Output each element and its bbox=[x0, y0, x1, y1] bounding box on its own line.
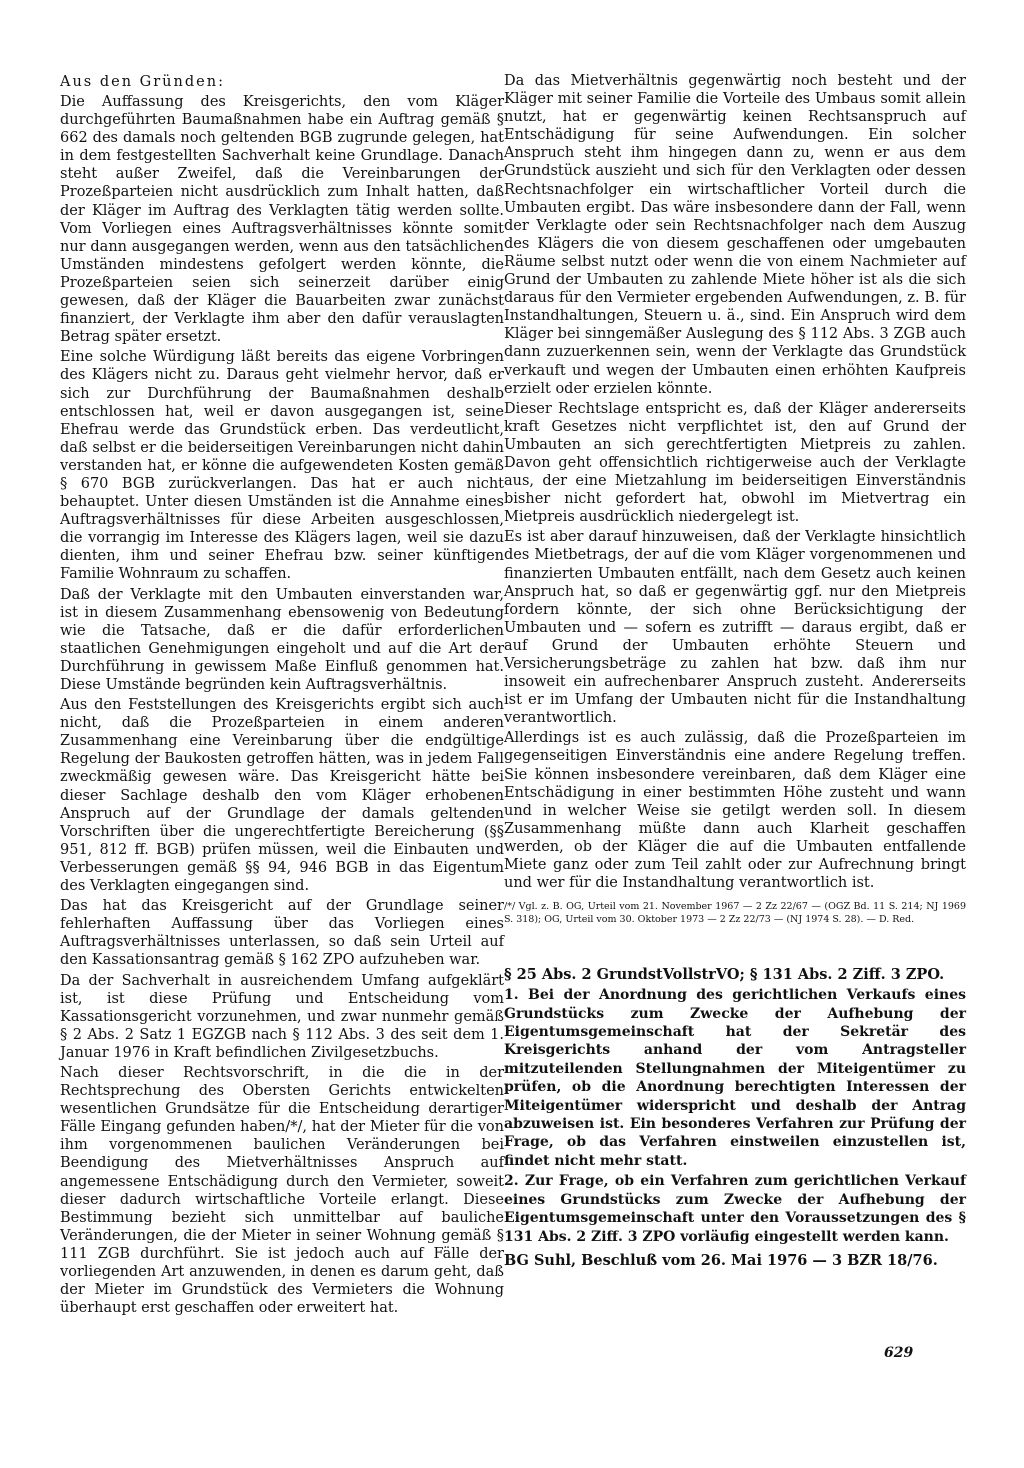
headnote: 1. Bei der Anordnung des gerichtlichen Verkaufs eines Grundstücks zum Zwecke der Aufhebung der Eigentumsgemeinschaft hat der Sekretär des Kreisgerichts anhand der vom Antragsteller mitzuteilenden Stellungnahmen der Miteigentümer zu prüfen, ob die Anordnung berechtigten Interessen der Miteigentümer widerspricht und deshalb der Antrag abzuweisen ist. Ein besonderes Verfahren zur Prüfung der Frage, ob das Verfahren einstweilen einzustellen ist, findet nicht mehr statt. bbox=[504, 987, 966, 1169]
document-page bbox=[60, 72, 970, 1402]
paragraph: Allerdings ist es auch zulässig, daß die Prozeßparteien im gegenseitigen Einverständnis eine andere Regelung treffen. Sie können insbesondere vereinbaren, daß dem Kläger eine Entschädigung in einer bestimmten Höhe zusteht und wann und in welcher Weise sie getilgt werden soll. In diesem Zusammenhang müßte dann auch Klarheit geschaffen werden, ob der Kläger die auf die Umbauten entfallende Miete ganz oder zum Teil zahlt oder zur Aufrechnung bringt und wer für die Instandhaltung verantwortlich ist. bbox=[504, 730, 966, 892]
paragraph: Das hat das Kreisgericht auf der Grundlage seiner fehlerhaften Auffassung über das Vorliegen eines Auftragsverhältnisses unterlassen, so daß sein Urteil auf den Kassationsantrag gemäß § 162 ZPO aufzuheben war. bbox=[60, 898, 504, 969]
paragraph: Aus den Feststellungen des Kreisgerichts ergibt sich auch nicht, daß die Prozeßparteien in einem anderen Zusammenhang eine Vereinbarung über die endgültige Regelung der Baukosten getroffen hätten, was in jedem Fall zweckmäßig gewesen wäre. Das Kreisgericht hätte bei dieser Sachlage deshalb den vom Kläger erhobenen Anspruch auf der Grundlage der damals geltenden Vorschriften über die ungerechtfertigte Bereicherung (§§ 951, 812 ff. BGB) prüfen müssen, weil die Einbauten und Verbesserungen gemäß §§ 94, 946 BGB in das Eigentum des Verklagten eingegangen sind. bbox=[60, 697, 504, 895]
case-citation: BG Suhl, Beschluß vom 26. Mai 1976 — 3 BZR 18/76. bbox=[504, 1251, 938, 1269]
paragraph: Daß der Verklagte mit den Umbauten einverstanden war, ist in diesem Zusammenhang ebensowenig von Bedeutung wie die Tatsache, daß er die dafür erforderlichen staatlichen Genehmigungen eingeholt und auf die Art der Durchführung in gewissem Maße Einfluß genommen hat. Diese Umstände begründen kein Auftragsverhältnis. bbox=[60, 586, 504, 693]
page-number: 629 bbox=[884, 1345, 914, 1361]
headnote: 2. Zur Frage, ob ein Verfahren zum gerichtlichen Verkauf eines Grundstücks zum Zwecke der Aufhebung der Eigentumsgemeinschaft unter den Voraussetzungen des § 131 Abs. 2 Ziff. 3 ZPO vorläufig eingestellt werden kann. bbox=[504, 1173, 966, 1245]
paragraph: Dieser Rechtslage entspricht es, daß der Kläger andererseits kraft Gesetzes nicht verpflichtet ist, den auf Grund der Umbauten an sich gerechtfertigten Mietpreis zu zahlen. Davon geht offensichtlich richtigerweise auch der Verklagte aus, der eine Mietzahlung im beiderseitigen Einverständnis bisher nicht gefordert hat, obwohl im Mietvertrag ein Mietpreis ausdrücklich niedergelegt ist. bbox=[504, 400, 966, 526]
paragraph: Da der Sachverhalt in ausreichendem Umfang aufgeklärt ist, ist diese Prüfung und Entscheidung vom Kassationsgericht vorzunehmen, und zwar nunmehr gemäß § 2 Abs. 2 Satz 1 EGZGB nach § 112 Abs. 3 des seit dem 1. Januar 1976 in Kraft befindlichen Zivilgesetzbuchs. bbox=[60, 972, 504, 1061]
paragraph: Da das Mietverhältnis gegenwärtig noch besteht und der Kläger mit seiner Familie die Vorteile des Umbaus somit allein nutzt, hat er gegenwärtig keinen Rechtsanspruch auf Entschädigung für seine Aufwendungen. Ein solcher Anspruch steht ihm hingegen dann zu, wenn er aus dem Grundstück auszieht und sich für den Verklagten oder dessen Rechtsnachfolger ein wirtschaftlicher Vorteil durch die Umbauten ergibt. Das wäre insbesondere dann der Fall, wenn der Verklagte oder sein Rechtsnachfolger nach dem Auszug des Klägers die von diesem geschaffenen oder umgebauten Räume selbst nutzt oder wenn die von einem Nachmieter auf Grund der Umbauten zu zahlende Miete höher ist als die sich daraus für den Vermieter ergebenden Aufwendungen, z. B. für Instandhaltungen, Steuern u. ä., sind. Ein Anspruch wird dem Kläger bei sinngemäßer Auslegung des § 112 Abs. 3 ZGB auch dann zuzuerkennen sein, wenn der Verklagte das Grundstück verkauft und wegen der Umbauten einen erhöhten Kaufpreis erzielt oder erzielen könnte. bbox=[504, 73, 966, 397]
section-heading: Aus den Gründen: bbox=[60, 74, 225, 90]
paragraph: Eine solche Würdigung läßt bereits das eigene Vorbringen des Klägers nicht zu. Daraus geht vielmehr hervor, daß er sich zur Durchführung der Baumaßnahmen deshalb entschlossen hat, weil er davon ausgegangen ist, seine Ehefrau werde das Grundstück erben. Das verdeutlicht, daß selbst er die beiderseitigen Vereinbarungen nicht dahin verstanden hat, er könne die aufgewendeten Kosten gemäß § 670 BGB zurückverlangen. Das hat er auch nicht behauptet. Unter diesen Umständen ist die Annahme eines Auftragsverhältnisses für diese Arbeiten ausgeschlossen, die vorrangig im Interesse des Klägers lagen, weil sie dazu dienten, ihm und seiner Ehefrau bzw. seiner künftigen Familie Wohnraum zu schaffen. bbox=[60, 349, 504, 583]
paragraph: Es ist aber darauf hinzuweisen, daß der Verklagte hinsichtlich des Mietbetrags, der auf die vom Kläger vorgenommenen und finanzierten Umbauten entfällt, nach dem Gesetz auch keinen Anspruch hat, so daß er gegenwärtig ggf. nur den Mietpreis fordern könnte, der sich ohne Berücksichtigung der Umbauten und — sofern es zutrifft — daraus ergibt, daß er auf Grund der Umbauten erhöhte Steuern und Versicherungsbeträge zu zahlen hat bzw. daß ihm nur insoweit ein aufrechenbarer Anspruch zusteht. Andererseits ist er im Umfang der Umbauten nicht für die Instandhaltung verantwortlich. bbox=[504, 529, 966, 727]
right-column bbox=[504, 72, 966, 1272]
left-column bbox=[60, 72, 504, 1319]
paragraph: Nach dieser Rechtsvorschrift, in die die in der Rechtsprechung des Obersten Gerichts entwickelten wesentlichen Grundsätze für die Entscheidung derartiger Fälle Eingang gefunden haben/*/, hat der Mieter für die von ihm vorgenommenen baulichen Veränderungen bei Beendigung des Mietverhältnisses Anspruch auf angemessene Entschädigung durch den Vermieter, soweit dieser dadurch wirtschaftliche Vorteile erlangt. Diese Bestimmung bezieht sich unmittelbar auf bauliche Veränderungen, die der Mieter in seiner Wohnung gemäß § 111 ZGB durchführt. Sie ist jedoch auch auf Fälle der vorliegenden Art anzuwenden, in denen es darum geht, daß der Mieter im Grundstück des Vermieters die Wohnung überhaupt erst geschaffen oder erweitert hat. bbox=[60, 1064, 504, 1317]
statute-heading: § 25 Abs. 2 GrundstVollstrVO; § 131 Abs. 2 Ziff. 3 ZPO. bbox=[504, 966, 945, 984]
footnote: /*/ Vgl. z. B. OG, Urteil vom 21. November 1967 — 2 Zz 22/67 — (OGZ Bd. 11 S. 214; NJ 1969 S. 318); OG, Urteil vom 30. Oktober 1973 — 2 Zz 22/73 — (NJ 1974 S. 28). — D. Red. bbox=[504, 901, 966, 926]
paragraph: Die Auffassung des Kreisgerichts, den vom Kläger durchgeführten Baumaßnahmen habe ein Auftrag gemäß § 662 des damals noch geltenden BGB zugrunde gelegen, hat in dem festgestellten Sachverhalt keine Grundlage. Danach steht außer Zweifel, daß die Vereinbarungen der Prozeßparteien nicht ausdrücklich zum Inhalt hatten, daß der Kläger im Auftrag des Verklagten tätig werden sollte. Vom Vorliegen eines Auftragsverhältnisses könnte somit nur dann ausgegangen werden, wenn aus den tatsächlichen Umständen mindestens gefolgert werden könnte, die Prozeßparteien seien sich seinerzeit darüber einig gewesen, daß der Kläger die Bauarbeiten zwar zunächst finanziert, der Verklagte ihm aber den dafür verauslagten Betrag später ersetzt. bbox=[60, 94, 504, 346]
